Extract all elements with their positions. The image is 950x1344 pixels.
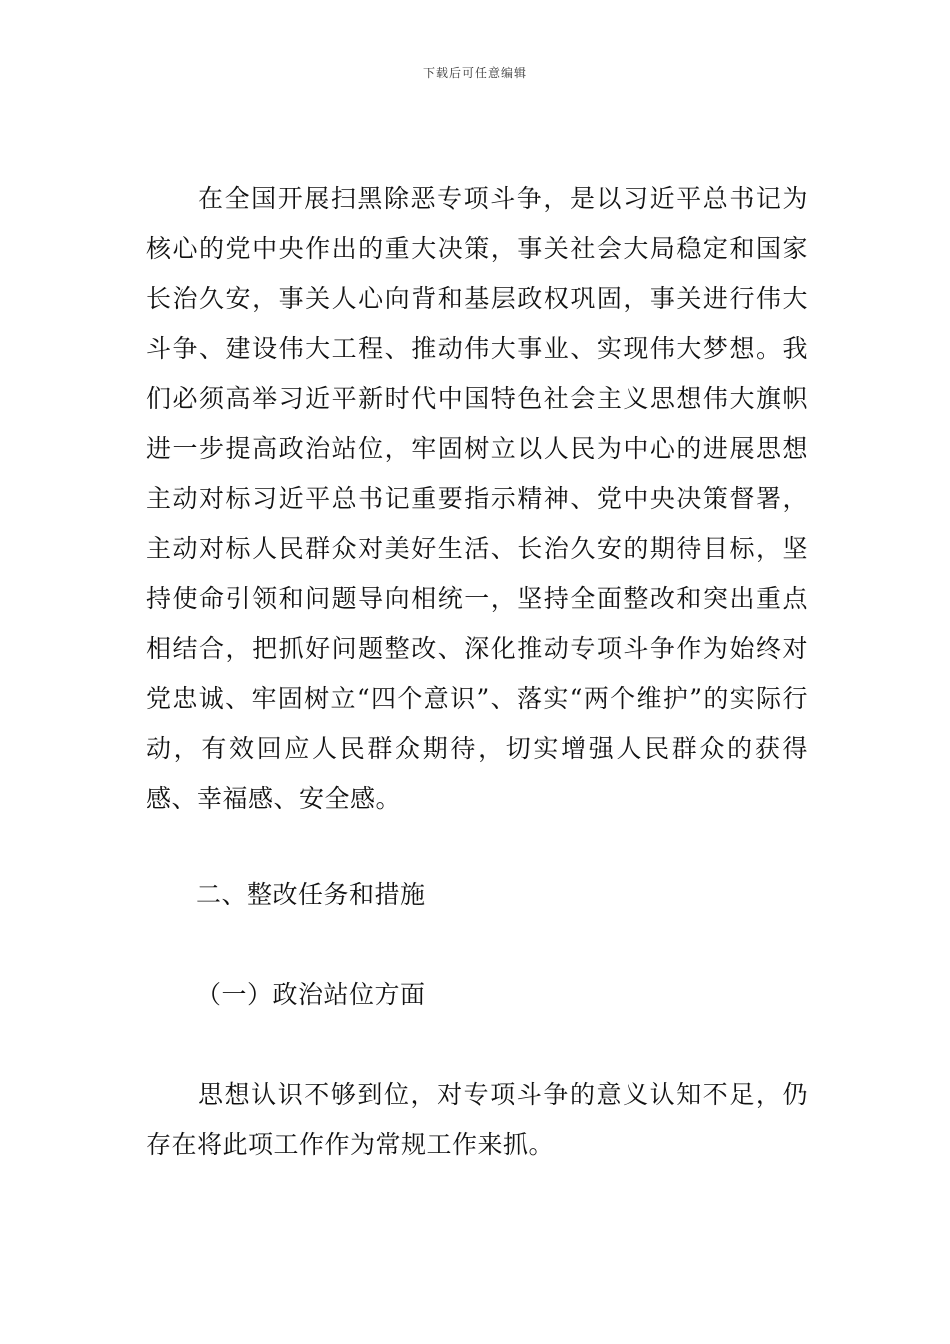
body-paragraph-intro: 在全国开展扫黑除恶专项斗争，是以习近平总书记为核心的党中央作出的重大决策，事关社会大局稳定和国家长治久安，事关人心向背和基层政权巩固，事关进行伟大斗争、建设伟大工程、推动伟大事业、实现伟大梦想。我们必须高举习近平新时代中国特色社会主义思想伟大旗帜进一步提高政治站位，牢固树立以人民为中心的进展思想主动对标习近平总书记重要指示精神、党中央决策督署，主动对标人民群众对美好生活、长治久安的期待目标，坚持使命引领和问题导向相统一，坚持全面整改和突出重点相结合，把抓好问题整改、深化推动专项斗争作为始终对党忠诚、牢固树立“四个意识”、落实“两个维护”的实际行动，有效回应人民群众期待，切实增强人民群众的获得感、幸福感、安全感。: [146, 184, 808, 813]
body-paragraph-issue: 思想认识不够到位，对专项斗争的意义认知不足，仍存在将此项工作作为常规工作来抓。: [146, 1080, 808, 1159]
section-heading: 二、整改任务和措施: [196, 880, 426, 909]
subsection-heading: （一）政治站位方面: [196, 980, 426, 1009]
header-note: 下载后可任意编辑: [422, 66, 527, 80]
